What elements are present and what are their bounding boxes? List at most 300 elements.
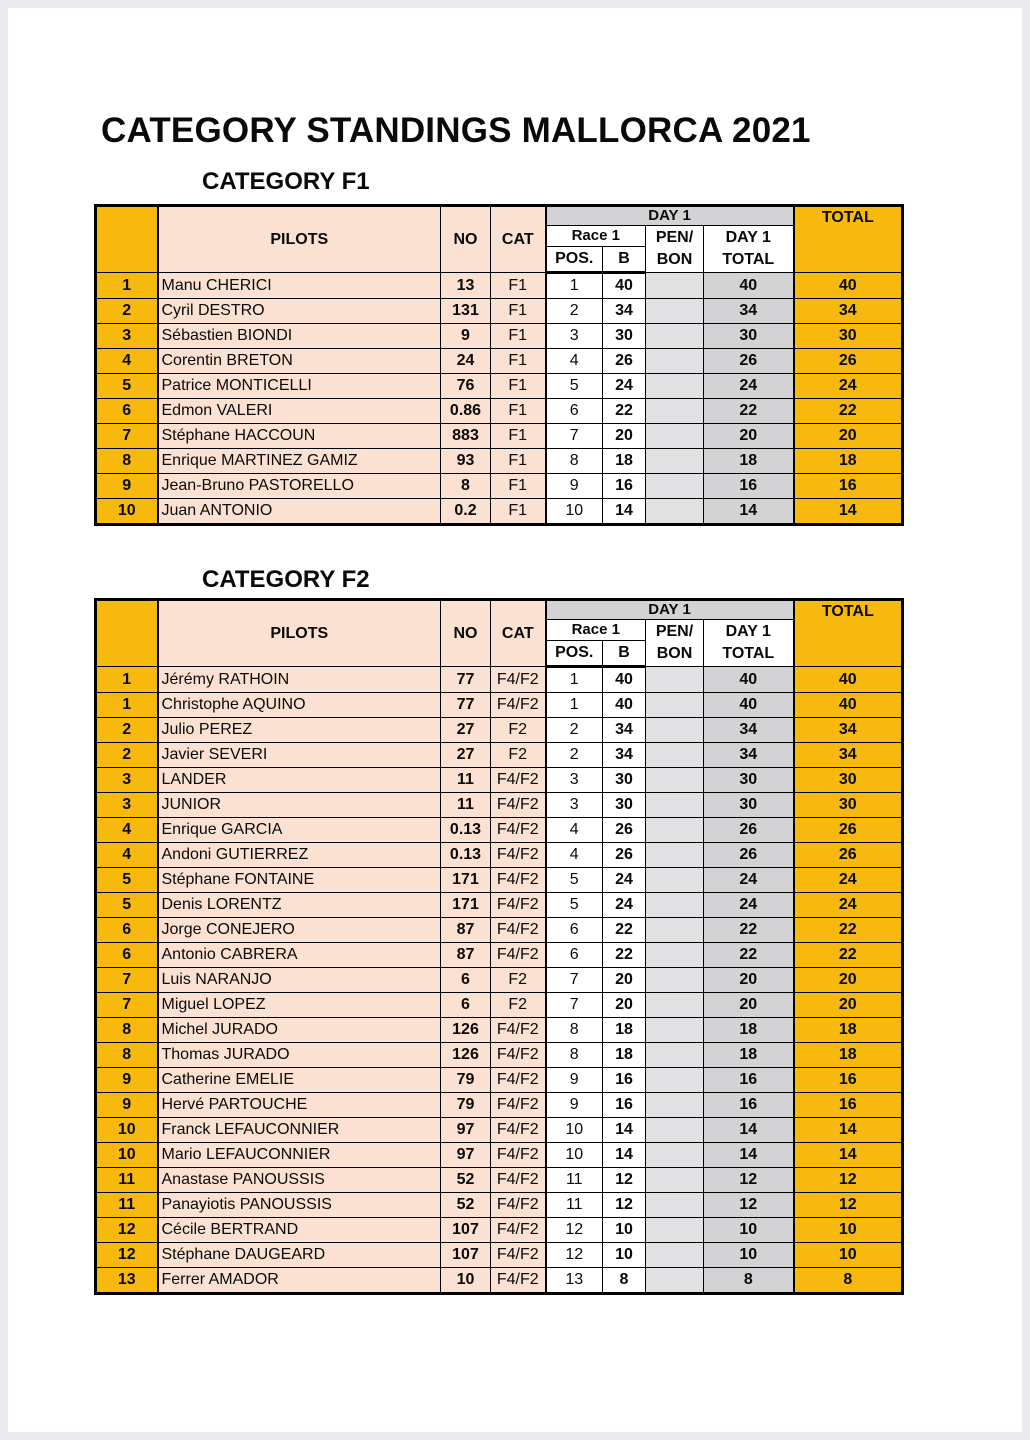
pilot-name-cell: Michel JURADO: [158, 1018, 441, 1043]
table-row: [96, 768, 903, 793]
points-cell: 30: [603, 793, 646, 818]
penalty-bonus-cell: [646, 1218, 704, 1243]
penalty-bonus-cell: [646, 1168, 704, 1193]
points-cell: 18: [603, 1043, 646, 1068]
total-cell: 24: [794, 374, 903, 399]
rank-cell: 8: [96, 1043, 158, 1068]
total-cell: 34: [794, 743, 903, 768]
table-row: [96, 1143, 903, 1168]
penalty-bonus-cell: [646, 993, 704, 1018]
category-cell: F4/F2: [491, 1243, 546, 1268]
penalty-bonus-cell: [646, 893, 704, 918]
day1-total-header: [704, 226, 794, 273]
penalty-bonus-cell: [646, 793, 704, 818]
penalty-bonus-cell: [646, 843, 704, 868]
no-header: NO: [441, 206, 491, 273]
day1-total-cell: 20: [704, 993, 794, 1018]
category-cell: F4/F2: [491, 1218, 546, 1243]
day1-total-cell: 22: [704, 918, 794, 943]
number-cell: 0.2: [441, 499, 491, 525]
category-cell: F1: [491, 273, 546, 299]
pilot-name-cell: Enrique GARCIA: [158, 818, 441, 843]
position-cell: 4: [546, 349, 603, 374]
points-cell: 8: [603, 1268, 646, 1294]
position-cell: 3: [546, 324, 603, 349]
day1-total-cell: 12: [704, 1168, 794, 1193]
rank-cell: 10: [96, 499, 158, 525]
penalty-bonus-cell: [646, 273, 704, 299]
points-cell: 14: [603, 1118, 646, 1143]
number-cell: 52: [441, 1193, 491, 1218]
day1-total-label-bottom: TOTAL: [722, 645, 775, 662]
day1-total-cell: 14: [704, 499, 794, 525]
rank-cell: 8: [96, 1018, 158, 1043]
position-cell: 8: [546, 1018, 603, 1043]
total-cell: 24: [794, 893, 903, 918]
table-row: [96, 424, 903, 449]
points-cell: 26: [603, 349, 646, 374]
total-cell: 40: [794, 273, 903, 299]
penalty-bonus-cell: [646, 299, 704, 324]
table-row: [96, 349, 903, 374]
table-row: [96, 693, 903, 718]
pilot-name-cell: Franck LEFAUCONNIER: [158, 1118, 441, 1143]
day1-total-label-bottom: TOTAL: [722, 251, 775, 268]
position-cell: 13: [546, 1268, 603, 1294]
position-cell: 11: [546, 1193, 603, 1218]
table-row: [96, 818, 903, 843]
table-row: [96, 1118, 903, 1143]
rank-cell: 7: [96, 993, 158, 1018]
total-cell: 12: [794, 1168, 903, 1193]
day1-total-cell: 34: [704, 718, 794, 743]
rank-cell: 3: [96, 768, 158, 793]
table-row: [96, 399, 903, 424]
table-row: [96, 667, 903, 693]
rank-cell: 1: [96, 667, 158, 693]
category-cell: F2: [491, 968, 546, 993]
rank-cell: 6: [96, 943, 158, 968]
number-cell: 27: [441, 743, 491, 768]
day1-total-cell: 20: [704, 424, 794, 449]
position-cell: 2: [546, 743, 603, 768]
penalty-bonus-cell: [646, 424, 704, 449]
penalty-bonus-cell: [646, 1143, 704, 1168]
position-cell: 10: [546, 1143, 603, 1168]
pilot-name-cell: Stéphane DAUGEARD: [158, 1243, 441, 1268]
position-cell: 3: [546, 768, 603, 793]
total-cell: 30: [794, 324, 903, 349]
table-row: [96, 1218, 903, 1243]
penalty-bonus-cell: [646, 399, 704, 424]
category-cell: F4/F2: [491, 943, 546, 968]
total-cell: 22: [794, 399, 903, 424]
pos-header: POS.: [546, 247, 603, 273]
total-cell: 20: [794, 993, 903, 1018]
penalty-bonus-cell: [646, 499, 704, 525]
pilot-name-cell: Antonio CABRERA: [158, 943, 441, 968]
number-cell: 6: [441, 993, 491, 1018]
position-cell: 6: [546, 943, 603, 968]
rank-cell: 2: [96, 718, 158, 743]
position-cell: 5: [546, 868, 603, 893]
rank-cell: 11: [96, 1193, 158, 1218]
total-cell: 34: [794, 718, 903, 743]
rank-cell: 13: [96, 1268, 158, 1294]
category-cell: F4/F2: [491, 1043, 546, 1068]
table-row: [96, 868, 903, 893]
number-cell: 97: [441, 1118, 491, 1143]
rank-cell: 3: [96, 324, 158, 349]
points-cell: 26: [603, 843, 646, 868]
penalty-bonus-cell: [646, 1018, 704, 1043]
pilot-name-cell: Edmon VALERI: [158, 399, 441, 424]
pilot-name-cell: Enrique MARTINEZ GAMIZ: [158, 449, 441, 474]
pilot-name-cell: Cécile BERTRAND: [158, 1218, 441, 1243]
category-cell: F4/F2: [491, 768, 546, 793]
pilot-name-cell: Christophe AQUINO: [158, 693, 441, 718]
position-cell: 10: [546, 1118, 603, 1143]
number-cell: 0.86: [441, 399, 491, 424]
pilot-name-cell: JUNIOR: [158, 793, 441, 818]
total-cell: 18: [794, 1018, 903, 1043]
table-row: [96, 1093, 903, 1118]
position-cell: 7: [546, 993, 603, 1018]
day1-total-cell: 16: [704, 1068, 794, 1093]
number-cell: 76: [441, 374, 491, 399]
day1-total-cell: 16: [704, 1093, 794, 1118]
points-cell: 30: [603, 768, 646, 793]
rank-cell: 1: [96, 273, 158, 299]
penalty-bonus-cell: [646, 349, 704, 374]
points-cell: 22: [603, 399, 646, 424]
bon-label: BON: [656, 645, 693, 662]
rank-cell: 12: [96, 1218, 158, 1243]
table-row: [96, 843, 903, 868]
table-row: [96, 893, 903, 918]
category-cell: F2: [491, 718, 546, 743]
position-cell: 6: [546, 399, 603, 424]
category-cell: F4/F2: [491, 1143, 546, 1168]
points-cell: 20: [603, 993, 646, 1018]
pilot-name-cell: Miguel LOPEZ: [158, 993, 441, 1018]
number-cell: 9: [441, 324, 491, 349]
day1-total-cell: 18: [704, 1018, 794, 1043]
total-cell: 16: [794, 474, 903, 499]
category-cell: F4/F2: [491, 893, 546, 918]
category-cell: F4/F2: [491, 1018, 546, 1043]
points-cell: 12: [603, 1168, 646, 1193]
number-cell: 13: [441, 273, 491, 299]
pilot-name-cell: Mario LEFAUCONNIER: [158, 1143, 441, 1168]
total-cell: 20: [794, 968, 903, 993]
points-cell: 34: [603, 299, 646, 324]
rank-header: [96, 206, 158, 273]
table-row: [96, 374, 903, 399]
rank-cell: 3: [96, 793, 158, 818]
category-cell: F4/F2: [491, 1068, 546, 1093]
total-cell: 14: [794, 1143, 903, 1168]
number-cell: 79: [441, 1093, 491, 1118]
position-cell: 2: [546, 718, 603, 743]
table-row: [96, 474, 903, 499]
pilot-name-cell: Stéphane FONTAINE: [158, 868, 441, 893]
penalty-bonus-cell: [646, 1243, 704, 1268]
number-cell: 93: [441, 449, 491, 474]
penalty-bonus-cell: [646, 1268, 704, 1294]
penalty-bonus-cell: [646, 868, 704, 893]
total-cell: 34: [794, 299, 903, 324]
total-cell: 14: [794, 499, 903, 525]
pilot-name-cell: Catherine EMELIE: [158, 1068, 441, 1093]
day1-total-cell: 24: [704, 868, 794, 893]
table-row: [96, 718, 903, 743]
number-cell: 6: [441, 968, 491, 993]
position-cell: 8: [546, 1043, 603, 1068]
number-cell: 0.13: [441, 818, 491, 843]
position-cell: 10: [546, 499, 603, 525]
position-cell: 9: [546, 1093, 603, 1118]
penalty-bonus-cell: [646, 943, 704, 968]
pilot-name-cell: Luis NARANJO: [158, 968, 441, 993]
table-row: [96, 1018, 903, 1043]
number-cell: 126: [441, 1018, 491, 1043]
number-cell: 11: [441, 793, 491, 818]
points-cell: 16: [603, 1093, 646, 1118]
points-cell: 18: [603, 449, 646, 474]
pilot-name-cell: Ferrer AMADOR: [158, 1268, 441, 1294]
points-cell: 40: [603, 273, 646, 299]
number-cell: 77: [441, 693, 491, 718]
penalty-bonus-cell: [646, 1043, 704, 1068]
points-cell: 12: [603, 1193, 646, 1218]
pilot-name-cell: Jorge CONEJERO: [158, 918, 441, 943]
penalty-bonus-cell: [646, 968, 704, 993]
pilot-name-cell: Denis LORENTZ: [158, 893, 441, 918]
number-cell: 107: [441, 1243, 491, 1268]
category-cell: F4/F2: [491, 1118, 546, 1143]
day1-total-cell: 24: [704, 893, 794, 918]
total-header: TOTAL: [794, 206, 903, 273]
rank-cell: 4: [96, 818, 158, 843]
pen-bon-header: [646, 226, 704, 273]
category-cell: F4/F2: [491, 1168, 546, 1193]
bon-label: BON: [656, 251, 693, 268]
rank-cell: 4: [96, 843, 158, 868]
pen-bon-header: [646, 620, 704, 667]
cat-header: CAT: [491, 206, 546, 273]
penalty-bonus-cell: [646, 449, 704, 474]
points-cell: 24: [603, 868, 646, 893]
total-cell: 10: [794, 1243, 903, 1268]
category-cell: F4/F2: [491, 1268, 546, 1294]
position-cell: 4: [546, 843, 603, 868]
position-cell: 1: [546, 667, 603, 693]
number-cell: 131: [441, 299, 491, 324]
position-cell: 9: [546, 1068, 603, 1093]
total-cell: 20: [794, 424, 903, 449]
category-cell: F1: [491, 374, 546, 399]
table-row: [96, 993, 903, 1018]
position-cell: 1: [546, 273, 603, 299]
category-cell: F4/F2: [491, 1093, 546, 1118]
position-cell: 4: [546, 818, 603, 843]
day1-total-cell: 30: [704, 324, 794, 349]
penalty-bonus-cell: [646, 718, 704, 743]
day1-total-cell: 14: [704, 1118, 794, 1143]
standings-body-f2: [96, 667, 903, 1294]
table-row: [96, 918, 903, 943]
table-row: [96, 449, 903, 474]
penalty-bonus-cell: [646, 474, 704, 499]
day1-total-cell: 10: [704, 1243, 794, 1268]
total-cell: 30: [794, 768, 903, 793]
pilot-name-cell: LANDER: [158, 768, 441, 793]
pen-label: PEN/: [655, 229, 694, 246]
category-cell: F4/F2: [491, 693, 546, 718]
category-cell: F4/F2: [491, 818, 546, 843]
pilot-name-cell: Juan ANTONIO: [158, 499, 441, 525]
rank-cell: 10: [96, 1118, 158, 1143]
penalty-bonus-cell: [646, 1193, 704, 1218]
points-cell: 14: [603, 1143, 646, 1168]
rank-cell: 2: [96, 743, 158, 768]
category-cell: F1: [491, 499, 546, 525]
rank-cell: 4: [96, 349, 158, 374]
day1-total-header: [704, 620, 794, 667]
day1-total-cell: 22: [704, 399, 794, 424]
number-cell: 52: [441, 1168, 491, 1193]
standings-table-f1: [94, 204, 904, 526]
category-cell: F1: [491, 324, 546, 349]
category-cell: F4/F2: [491, 793, 546, 818]
number-cell: 8: [441, 474, 491, 499]
position-cell: 9: [546, 474, 603, 499]
total-header: TOTAL: [794, 600, 903, 667]
position-cell: 5: [546, 374, 603, 399]
number-cell: 11: [441, 768, 491, 793]
table-row: [96, 1193, 903, 1218]
points-cell: 26: [603, 818, 646, 843]
points-cell: 34: [603, 743, 646, 768]
points-cell: 10: [603, 1218, 646, 1243]
rank-cell: 9: [96, 1093, 158, 1118]
day1-total-cell: 22: [704, 943, 794, 968]
total-cell: 10: [794, 1218, 903, 1243]
pilot-name-cell: Javier SEVERI: [158, 743, 441, 768]
number-cell: 171: [441, 893, 491, 918]
standings-table-f2: [94, 598, 904, 1295]
points-cell: 18: [603, 1018, 646, 1043]
day1-total-cell: 10: [704, 1218, 794, 1243]
category-cell: F4/F2: [491, 667, 546, 693]
pilot-name-cell: Manu CHERICI: [158, 273, 441, 299]
number-cell: 24: [441, 349, 491, 374]
b-header: B: [603, 247, 646, 273]
day1-total-cell: 34: [704, 743, 794, 768]
total-cell: 14: [794, 1118, 903, 1143]
position-cell: 6: [546, 918, 603, 943]
day1-total-cell: 8: [704, 1268, 794, 1294]
points-cell: 40: [603, 693, 646, 718]
race1-header: Race 1: [546, 226, 646, 247]
day1-header: DAY 1: [546, 600, 794, 620]
position-cell: 12: [546, 1218, 603, 1243]
no-header: NO: [441, 600, 491, 667]
pilot-name-cell: Stéphane HACCOUN: [158, 424, 441, 449]
table-row: [96, 1043, 903, 1068]
position-cell: 7: [546, 424, 603, 449]
penalty-bonus-cell: [646, 693, 704, 718]
rank-cell: 9: [96, 1068, 158, 1093]
points-cell: 24: [603, 374, 646, 399]
table-row: [96, 793, 903, 818]
category-cell: F1: [491, 399, 546, 424]
number-cell: 97: [441, 1143, 491, 1168]
day1-total-cell: 40: [704, 667, 794, 693]
penalty-bonus-cell: [646, 1068, 704, 1093]
rank-cell: 10: [96, 1143, 158, 1168]
penalty-bonus-cell: [646, 1093, 704, 1118]
day1-total-cell: 30: [704, 768, 794, 793]
points-cell: 20: [603, 968, 646, 993]
number-cell: 27: [441, 718, 491, 743]
position-cell: 2: [546, 299, 603, 324]
pilot-name-cell: Panayiotis PANOUSSIS: [158, 1193, 441, 1218]
rank-cell: 1: [96, 693, 158, 718]
penalty-bonus-cell: [646, 768, 704, 793]
rank-cell: 12: [96, 1243, 158, 1268]
points-cell: 30: [603, 324, 646, 349]
rank-cell: 7: [96, 424, 158, 449]
rank-cell: 6: [96, 918, 158, 943]
rank-cell: 5: [96, 374, 158, 399]
total-cell: 16: [794, 1068, 903, 1093]
table-row: [96, 324, 903, 349]
points-cell: 40: [603, 667, 646, 693]
day1-total-cell: 26: [704, 818, 794, 843]
day1-total-cell: 26: [704, 349, 794, 374]
number-cell: 87: [441, 918, 491, 943]
number-cell: 126: [441, 1043, 491, 1068]
category-cell: F1: [491, 449, 546, 474]
number-cell: 87: [441, 943, 491, 968]
pilot-name-cell: Jean-Bruno PASTORELLO: [158, 474, 441, 499]
total-cell: 40: [794, 693, 903, 718]
total-cell: 26: [794, 843, 903, 868]
total-cell: 18: [794, 1043, 903, 1068]
cat-header: CAT: [491, 600, 546, 667]
total-cell: 40: [794, 667, 903, 693]
day1-total-cell: 18: [704, 449, 794, 474]
pilots-header: PILOTS: [158, 206, 441, 273]
table-row: [96, 1268, 903, 1294]
day1-total-label-top: DAY 1: [725, 229, 771, 246]
pen-label: PEN/: [655, 623, 694, 640]
day1-header: DAY 1: [546, 206, 794, 226]
pilot-name-cell: Hervé PARTOUCHE: [158, 1093, 441, 1118]
pilot-name-cell: Thomas JURADO: [158, 1043, 441, 1068]
penalty-bonus-cell: [646, 324, 704, 349]
points-cell: 34: [603, 718, 646, 743]
day1-total-cell: 40: [704, 693, 794, 718]
points-cell: 16: [603, 1068, 646, 1093]
points-cell: 16: [603, 474, 646, 499]
points-cell: 14: [603, 499, 646, 525]
page-title: CATEGORY STANDINGS MALLORCA 2021: [101, 111, 811, 150]
rank-cell: 8: [96, 449, 158, 474]
category-cell: F1: [491, 349, 546, 374]
